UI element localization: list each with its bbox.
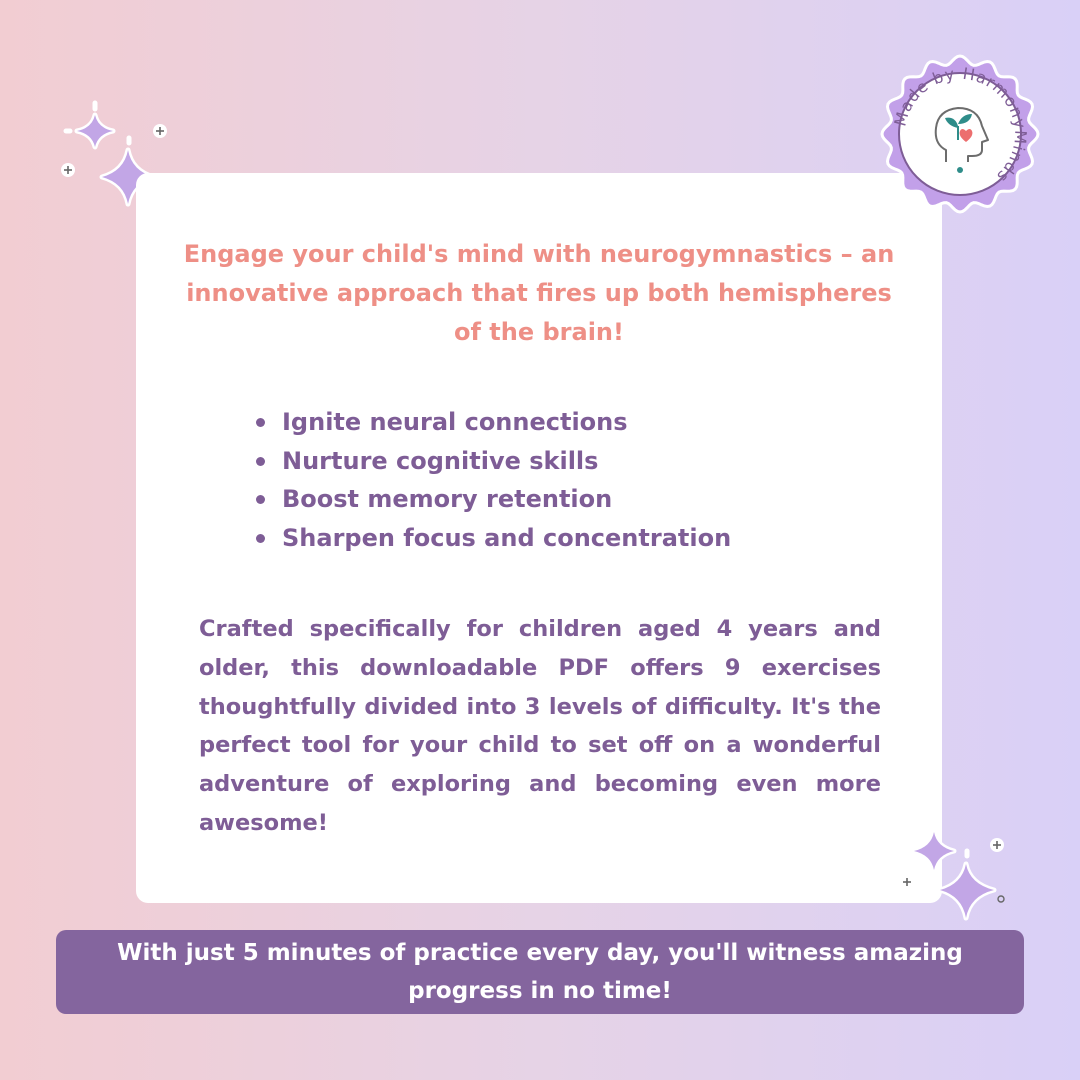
brand-badge [878, 52, 1042, 216]
list-item-label: Boost memory retention [282, 485, 613, 514]
sparkle-icon [77, 115, 113, 147]
sparkle-cluster-bottom-right [890, 818, 1020, 930]
sparkle-icon [914, 832, 954, 870]
description-paragraph: Crafted specifically for children aged 4 years and older, this downloadable PDF offers 9 exercises thoughtfully divided into 3 levels of difficulty. It's the perfect tool for your child to set off on a wonderful adventure of exploring and becoming even more awesome! [199, 616, 881, 836]
bullet-dot [256, 457, 265, 466]
bullet-dot [256, 418, 265, 427]
list-item-label: Nurture cognitive skills [282, 446, 599, 475]
bullet-dot [256, 495, 265, 504]
list-item-label: Sharpen focus and concentration [282, 524, 732, 553]
content-card [136, 173, 942, 903]
plus-icon [900, 875, 914, 889]
bottom-banner [56, 930, 1024, 1014]
list-item [256, 403, 731, 442]
sparkle-icon [940, 864, 994, 918]
plus-icon [153, 124, 167, 138]
bullet-dot [256, 534, 265, 543]
benefit-list [256, 403, 731, 558]
list-item [256, 519, 731, 558]
plus-icon [990, 838, 1004, 852]
plus-icon [61, 163, 75, 177]
banner-text: With just 5 minutes of practice every day, you'll witness amazing progress in no time! [117, 940, 963, 1004]
badge-text: Made by HarmonyMinds [890, 63, 1031, 187]
headline: Engage your child's mind with neurogymnastics – an innovative approach that fires up both hemispheres of the brain! [183, 240, 895, 346]
list-item [256, 442, 731, 481]
list-item [256, 480, 731, 519]
list-item-label: Ignite neural connections [282, 408, 628, 436]
